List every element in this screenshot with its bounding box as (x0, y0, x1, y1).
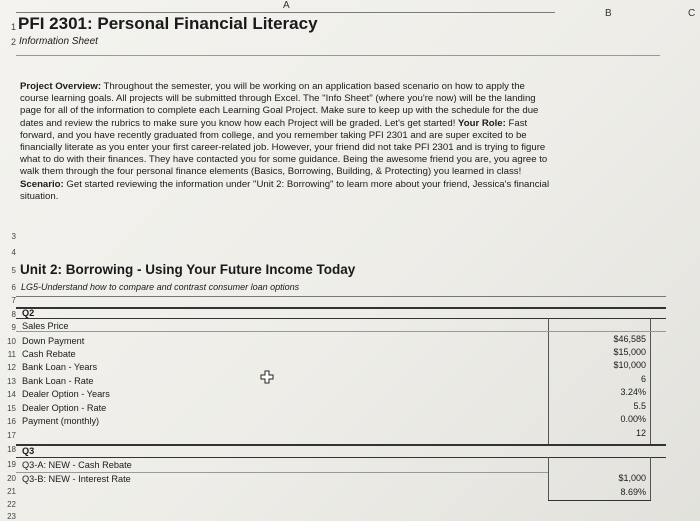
q3-bottom-border (548, 500, 651, 501)
row-number-9[interactable]: 9 (11, 323, 16, 332)
q3-header-border (16, 457, 666, 458)
q2-value-payment-monthly[interactable]: 12 (635, 428, 646, 438)
row-number-21[interactable]: 21 (7, 487, 16, 496)
cell-cursor-icon (260, 370, 274, 384)
row-number-10[interactable]: 10 (7, 337, 16, 346)
q2-row-border (16, 331, 666, 332)
q2-header-border (16, 318, 666, 319)
column-header-a[interactable]: A (283, 0, 290, 11)
q2-bottom-border (16, 444, 666, 446)
row-number-4[interactable]: 4 (11, 248, 16, 257)
q3-label-cash-rebate[interactable]: Q3-A: NEW - Cash Rebate (22, 460, 132, 470)
overview-heading: Project Overview: (20, 81, 102, 92)
q2-right-border (650, 318, 651, 445)
overview-text: Throughout the semester, you will be working on an application based scenario on how to apply the course learning goals. All projects will be submitted through Excel. The "Info Sheet" (where you're now) will be the landing page for all of the information to complete each Learning Goal Project. Make sure to keep up with the schedule for the due dates and review the rubrics to make sure you know how each Project will be graded. Let's get started! (20, 81, 539, 129)
q2-header[interactable]: Q2 (22, 308, 35, 318)
q3-value-interest-rate[interactable]: 8.69% (620, 487, 646, 497)
q2-value-dealer-option-rate[interactable]: 0.00% (620, 414, 646, 424)
role-heading: Your Role: (458, 117, 506, 129)
row-number-17[interactable]: 17 (7, 431, 16, 440)
row-number-22[interactable]: 22 (7, 500, 16, 509)
q2-value-sales-price[interactable]: $46,585 (613, 334, 646, 344)
q3-row-border (16, 472, 548, 473)
q2-label-dealer-option-years[interactable]: Dealer Option - Years (22, 389, 110, 399)
column-header-b[interactable]: B (605, 8, 612, 19)
page-title[interactable]: PFI 2301: Personal Financial Literacy (18, 14, 318, 33)
row-number-1[interactable]: 1 (10, 22, 16, 32)
column-header-c[interactable]: C (688, 8, 696, 19)
row-number-16[interactable]: 16 (7, 417, 16, 426)
title-top-border (16, 12, 555, 13)
row-number-5[interactable]: 5 (11, 266, 16, 275)
row-number-3[interactable]: 3 (11, 232, 16, 241)
row-number-14[interactable]: 14 (7, 390, 16, 399)
q3-label-interest-rate[interactable]: Q3-B: NEW - Interest Rate (22, 474, 131, 484)
row-number-6[interactable]: 6 (11, 283, 16, 292)
q2-label-payment-monthly[interactable]: Payment (monthly) (22, 416, 100, 426)
q2-label-dealer-option-rate[interactable]: Dealer Option - Rate (22, 403, 107, 413)
section-divider (16, 296, 666, 297)
q3-right-border (650, 457, 651, 500)
q2-value-bank-loan-years[interactable]: 6 (640, 374, 646, 384)
q2-label-bank-loan-years[interactable]: Bank Loan - Years (22, 362, 98, 372)
section-subtitle[interactable]: LG5-Understand how to compare and contrast consumer loan options (21, 282, 300, 292)
q2-value-bank-loan-rate[interactable]: 3.24% (620, 387, 646, 397)
q2-value-column-border (548, 318, 549, 445)
q3-value-cash-rebate[interactable]: $1,000 (618, 473, 646, 483)
q2-label-down-payment[interactable]: Down Payment (22, 336, 85, 346)
row-number-11[interactable]: 11 (7, 350, 16, 359)
q3-header[interactable]: Q3 (22, 446, 35, 456)
q2-label-sales-price[interactable]: Sales Price (22, 321, 69, 331)
row-number-7[interactable]: 7 (11, 296, 16, 305)
scenario-heading: Scenario: (20, 178, 64, 190)
row-number-20[interactable]: 20 (7, 474, 16, 483)
q2-value-down-payment[interactable]: $15,000 (613, 347, 646, 357)
role-text: Fast forward, and you have recently graduated from college, and you remember taking PFI 2301 and are super excited to be financially literate as you enter your first career-related job. However, your friend did not take PFI 2301 and is trying to figure what to do with their finances. They have contacted you for some guidance. Being the awesome friend you are, you agree to walk them through the four personal finance elements (Basics, Borrowing, Building, & Protecting) you learned in class! (20, 117, 548, 178)
q2-value-cash-rebate[interactable]: $10,000 (613, 360, 646, 370)
row-number-19[interactable]: 19 (7, 460, 16, 469)
q3-value-column-border (548, 457, 549, 500)
q2-top-border (16, 307, 666, 309)
row-number-15[interactable]: 15 (7, 404, 16, 413)
project-overview-cell[interactable] (20, 81, 555, 203)
row-number-13[interactable]: 13 (7, 377, 16, 386)
page-subtitle[interactable]: Information Sheet (19, 36, 98, 47)
row-number-8[interactable]: 8 (11, 310, 16, 319)
section-title[interactable]: Unit 2: Borrowing - Using Your Future Income Today (20, 262, 356, 277)
scenario-text: Get started reviewing the information under "Unit 2: Borrowing" to learn more about your friend, Jessica's financial situation. (20, 178, 550, 202)
subtitle-divider (16, 55, 660, 56)
q2-value-dealer-option-years[interactable]: 5.5 (633, 401, 646, 411)
row-number-18[interactable]: 18 (7, 445, 16, 454)
row-number-12[interactable]: 12 (7, 363, 16, 372)
row-number-2[interactable]: 2 (10, 37, 16, 47)
q2-label-bank-loan-rate[interactable]: Bank Loan - Rate (22, 376, 94, 386)
row-number-23[interactable]: 23 (7, 512, 16, 521)
q2-label-cash-rebate[interactable]: Cash Rebate (22, 349, 76, 359)
